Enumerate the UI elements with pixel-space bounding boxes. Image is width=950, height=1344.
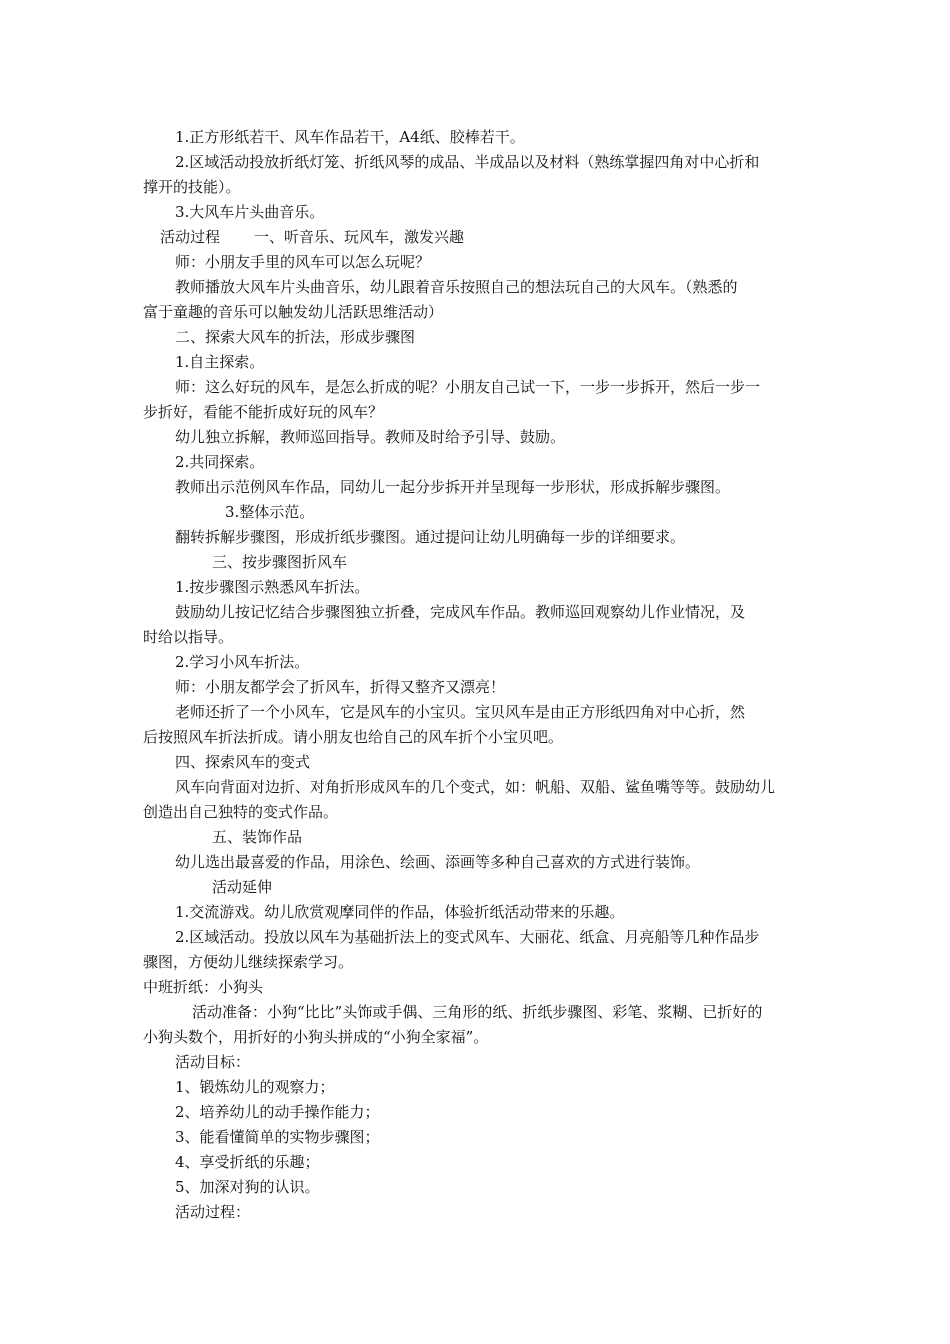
text-line: 时给以指导。	[143, 628, 234, 646]
text-line: 2.共同探索。	[175, 453, 265, 471]
section-heading: 活动延伸	[212, 878, 273, 896]
text-line: 鼓励幼儿按记忆结合步骤图独立折叠，完成风车作品。教师巡回观察幼儿作业情况，及	[175, 603, 746, 621]
section-heading: 三、按步骤图折风车	[212, 553, 348, 571]
text-line: 创造出自己独特的变式作品。	[143, 803, 339, 821]
section-heading: 一、听音乐、玩风车，激发兴趣	[254, 228, 465, 246]
text-line: 后按照风车折法折成。请小朋友也给自己的风车折个小宝贝吧。	[143, 728, 564, 746]
text-line: 幼儿选出最喜爱的作品，用涂色、绘画、添画等多种自己喜欢的方式进行装饰。	[175, 853, 701, 871]
text-line: 师：这么好玩的风车，是怎么折成的呢？小朋友自己试一下，一步一步拆开，然后一步一	[175, 378, 761, 396]
section-heading: 四、探索风车的变式	[175, 753, 311, 771]
list-item: 4、享受折纸的乐趣；	[175, 1153, 320, 1171]
section-heading: 二、探索大风车的折法，形成步骤图	[175, 328, 416, 346]
text-line: 1.交流游戏。幼儿欣赏观摩同伴的作品，体验折纸活动带来的乐趣。	[175, 903, 625, 921]
text-line: 1.自主探索。	[175, 353, 265, 371]
list-item: 5、加深对狗的认识。	[175, 1178, 320, 1196]
text-line: 教师播放大风车片头曲音乐，幼儿跟着音乐按照自己的想法玩自己的大风车。（熟悉的	[175, 278, 738, 296]
text-line: 2.学习小风车折法。	[175, 653, 310, 671]
text-line: 师：小朋友都学会了折风车，折得又整齐又漂亮！	[175, 678, 506, 696]
section-heading: 活动目标：	[175, 1053, 251, 1071]
document-subtitle: 中班折纸：小狗头	[143, 978, 264, 996]
section-heading-line	[160, 227, 830, 249]
text-line: 撑开的技能）。	[143, 178, 241, 196]
text-line: 2.区域活动投放折纸灯笼、折纸风琴的成品、半成品以及材料（熟练掌握四角对中心折和	[175, 153, 760, 171]
text-line: 幼儿独立拆解，教师巡回指导。教师及时给予引导、鼓励。	[175, 428, 566, 446]
text-line: 1.正方形纸若干、风车作品若干，A4纸、胶棒若干。	[175, 128, 525, 146]
text-line: 教师出示范例风车作品，同幼儿一起分步拆开并呈现每一步形状，形成拆解步骤图。	[175, 478, 731, 496]
list-item: 3、能看懂简单的实物步骤图；	[175, 1128, 380, 1146]
text-line: 1.按步骤图示熟悉风车折法。	[175, 578, 370, 596]
text-line: 老师还折了一个小风车，它是风车的小宝贝。宝贝风车是由正方形纸四角对中心折，然	[175, 703, 746, 721]
text-line: 2.区域活动。投放以风车为基础折法上的变式风车、大丽花、纸盒、月亮船等几种作品步	[175, 928, 760, 946]
text-line: 小狗头数个，用折好的小狗头拼成的“小狗全家福”。	[143, 1028, 489, 1046]
text-line: 风车向背面对边折、对角折形成风车的几个变式，如：帆船、双船、鲨鱼嘴等等。鼓励幼儿	[175, 778, 776, 796]
section-heading: 五、装饰作品	[212, 828, 303, 846]
text-line: 3.整体示范。	[225, 503, 315, 521]
text-line: 师：小朋友手里的风车可以怎么玩呢？	[175, 253, 431, 271]
text-line: 活动准备：小狗“比比”头饰或手偶、三角形的纸、折纸步骤图、彩笔、浆糊、已折好的	[192, 1003, 763, 1021]
text-line: 富于童趣的音乐可以触发幼儿活跃思维活动）	[143, 303, 444, 321]
section-heading: 活动过程：	[175, 1203, 251, 1221]
text-line: 3.大风车片头曲音乐。	[175, 203, 325, 221]
text-line: 步折好，看能不能折成好玩的风车？	[143, 403, 384, 421]
text-line: 骤图，方便幼儿继续探索学习。	[143, 953, 354, 971]
list-item: 1、锻炼幼儿的观察力；	[175, 1078, 335, 1096]
section-label: 活动过程	[160, 228, 221, 246]
list-item: 2、培养幼儿的动手操作能力；	[175, 1103, 380, 1121]
text-line: 翻转拆解步骤图，形成折纸步骤图。通过提问让幼儿明确每一步的详细要求。	[175, 528, 686, 546]
